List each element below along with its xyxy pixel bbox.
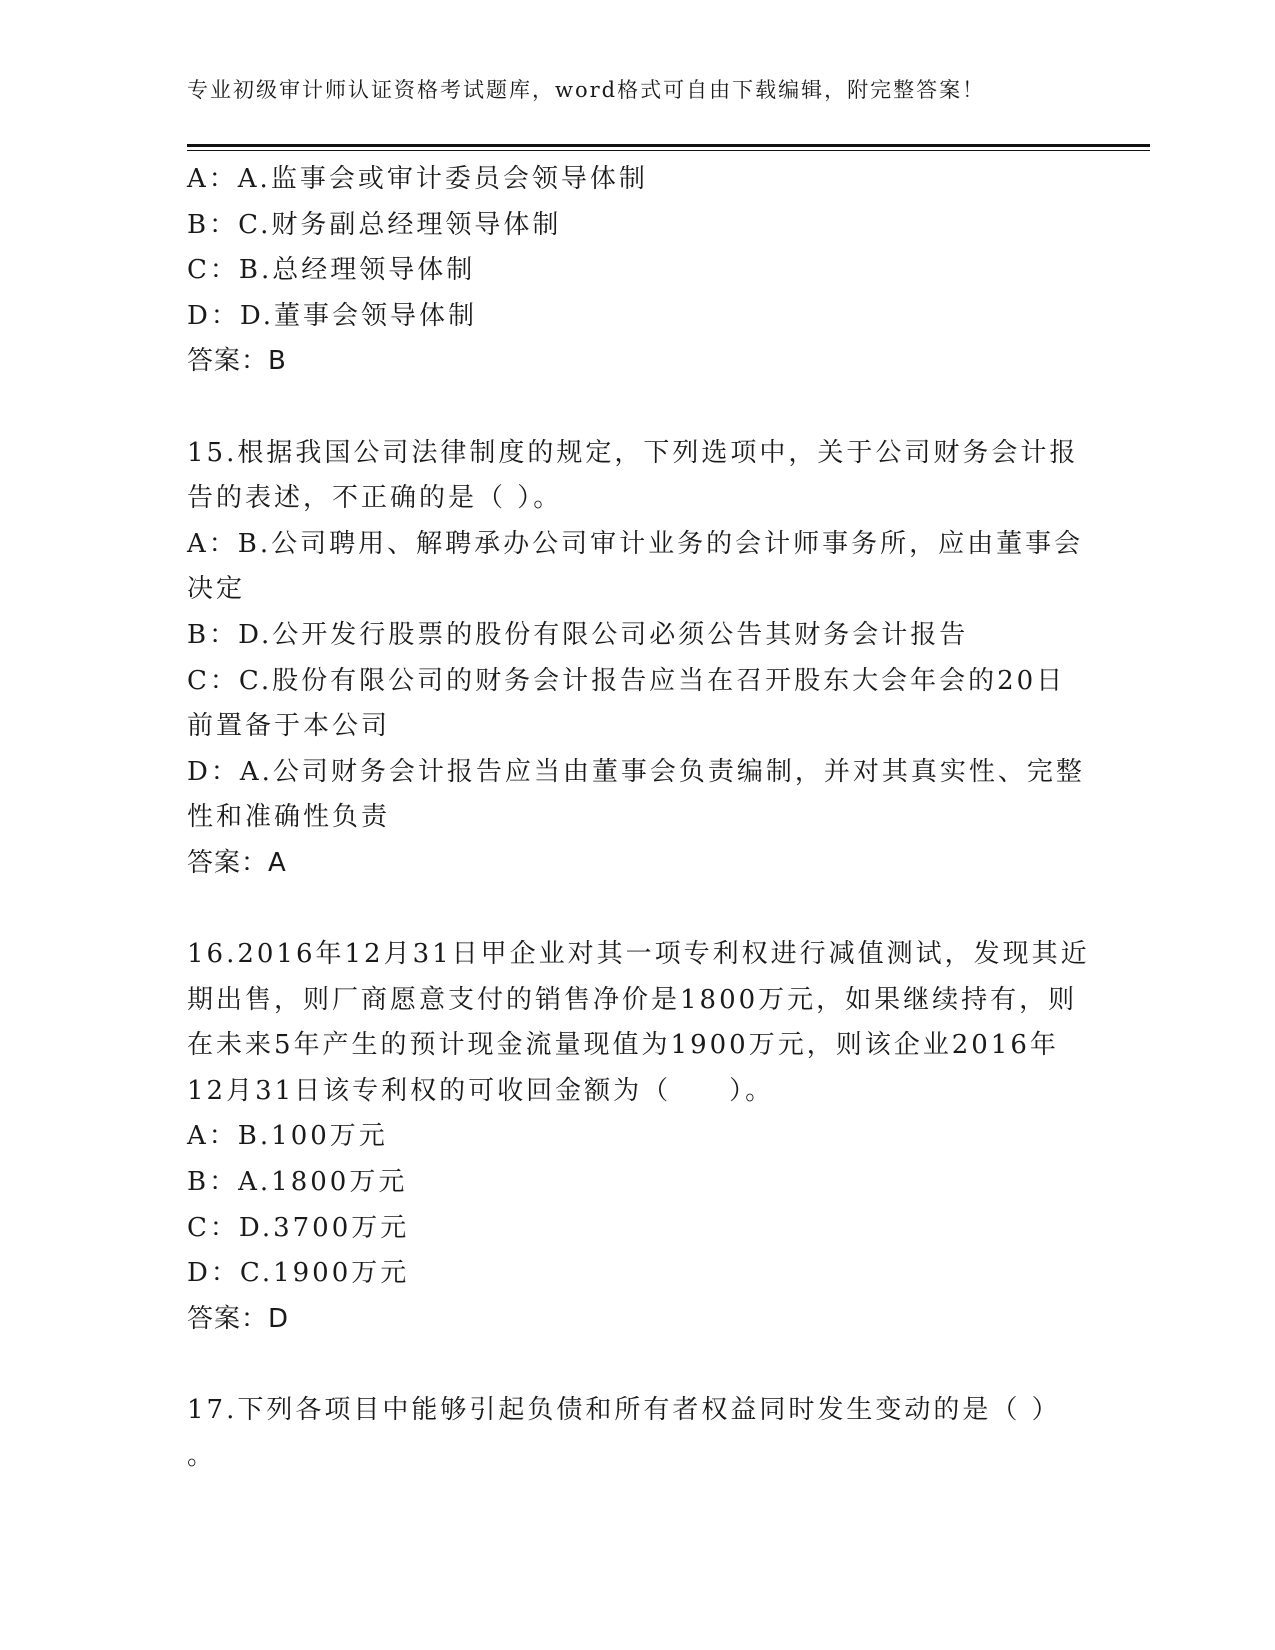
- question-15-block: [187, 431, 1085, 887]
- option-c-continued: 前置备于本公司: [187, 711, 391, 742]
- question-stem: 16.2016年12月31日甲企业对其一项专利权进行减值测试，发现其近: [187, 939, 1090, 970]
- question-17-block: [187, 1388, 1077, 1479]
- option-d: D：A.公司财务会计报告应当由董事会负责编制，并对其真实性、完整: [187, 756, 1085, 787]
- question-stem: 期出售，则厂商愿意支付的销售净价是1800万元，如果继续持有，则: [187, 984, 1078, 1015]
- option-c: C：D.3700万元: [187, 1212, 410, 1243]
- option-d-continued: 性和准确性负责: [187, 802, 391, 833]
- header-divider: [187, 144, 1150, 147]
- option-c: C：C.股份有限公司的财务会计报告应当在召开股东大会年会的20日: [187, 665, 1066, 696]
- option-a: A：B.100万元: [187, 1121, 388, 1152]
- question-stem: 15.根据我国公司法律制度的规定，下列选项中，关于公司财务会计报: [187, 437, 1079, 468]
- question-stem: 17.下列各项目中能够引起负债和所有者权益同时发生变动的是（ ）: [187, 1395, 1061, 1426]
- option-b: B：C.财务副总经理领导体制: [187, 209, 562, 240]
- page-header: 专业初级审计师认证资格考试题库，word格式可自由下载编辑，附完整答案！: [187, 78, 986, 102]
- question-16-block: [187, 932, 1090, 1342]
- option-b: B：D.公开发行股票的股份有限公司必须公告其财务会计报告: [187, 619, 969, 650]
- option-a: A：B.公司聘用、解聘承办公司审计业务的会计师事务所，应由董事会: [187, 528, 1084, 559]
- option-d: D：D.董事会领导体制: [187, 300, 478, 331]
- previous-question-block: [187, 157, 1077, 385]
- document-body: [187, 157, 1090, 1479]
- question-stem: 。: [187, 1440, 217, 1471]
- option-a: A：A.监事会或审计委员会领导体制: [187, 164, 648, 194]
- spacer: [187, 887, 1077, 933]
- answer-line: 答案：B: [187, 346, 287, 377]
- spacer: [187, 385, 1077, 431]
- answer-line: 答案：A: [187, 847, 287, 878]
- option-a-continued: 决定: [187, 574, 246, 605]
- question-stem: 告的表述，不正确的是（ ）。: [187, 483, 563, 514]
- option-d: D：C.1900万元: [187, 1258, 410, 1289]
- question-stem: 在未来5年产生的预计现金流量现值为1900万元，则该企业2016年: [187, 1030, 1059, 1061]
- option-b: B：A.1800万元: [187, 1167, 408, 1198]
- answer-line: 答案：D: [187, 1303, 290, 1334]
- spacer: [187, 1342, 1077, 1388]
- question-stem: 12月31日该专利权的可收回金额为（ ）。: [187, 1075, 775, 1106]
- option-c: C：B.总经理领导体制: [187, 255, 476, 286]
